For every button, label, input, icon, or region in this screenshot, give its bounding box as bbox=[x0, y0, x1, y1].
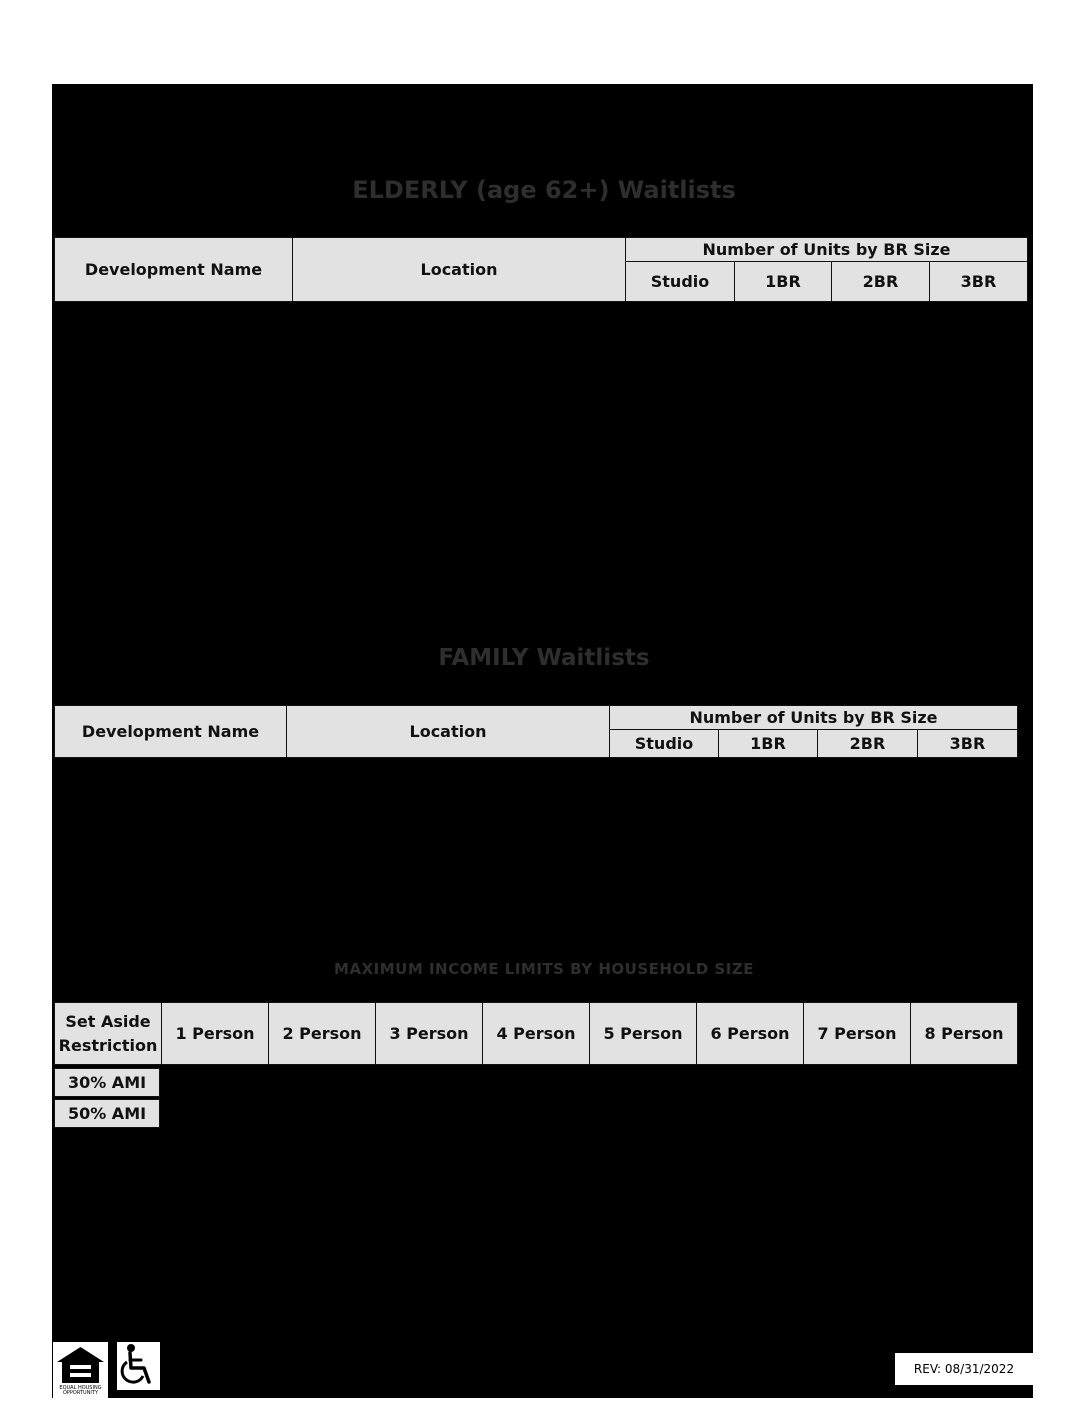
elderly-col-2br: 2BR bbox=[832, 262, 930, 302]
eho-caption: EQUAL HOUSING OPPORTUNITY bbox=[59, 1385, 102, 1396]
income-col-set-aside: Set Aside Restriction bbox=[55, 1003, 162, 1065]
revision-date: REV: 08/31/2022 bbox=[895, 1353, 1033, 1385]
income-row-30-ami: 30% AMI bbox=[54, 1068, 160, 1097]
elderly-col-3br: 3BR bbox=[930, 262, 1028, 302]
income-limits-title: MAXIMUM INCOME LIMITS BY HOUSEHOLD SIZE bbox=[334, 960, 754, 978]
income-row-50-ami: 50% AMI bbox=[54, 1099, 160, 1128]
family-waitlist-table bbox=[54, 705, 1018, 758]
income-col-2-person: 2 Person bbox=[269, 1003, 376, 1065]
elderly-col-1br: 1BR bbox=[735, 262, 832, 302]
family-section-title: FAMILY Waitlists bbox=[438, 645, 650, 671]
income-col-5-person: 5 Person bbox=[590, 1003, 697, 1065]
family-col-2br: 2BR bbox=[818, 730, 918, 758]
wheelchair-accessibility-icon bbox=[117, 1342, 160, 1390]
equal-housing-opportunity-icon bbox=[53, 1342, 108, 1398]
family-col-studio: Studio bbox=[610, 730, 719, 758]
elderly-waitlist-table bbox=[54, 237, 1028, 302]
income-col-8-person: 8 Person bbox=[911, 1003, 1018, 1065]
income-col-3-person: 3 Person bbox=[376, 1003, 483, 1065]
income-col-6-person: 6 Person bbox=[697, 1003, 804, 1065]
income-col-7-person: 7 Person bbox=[804, 1003, 911, 1065]
elderly-col-development-name: Development Name bbox=[55, 238, 293, 302]
elderly-section-title: ELDERLY (age 62+) Waitlists bbox=[352, 176, 736, 204]
elderly-col-units-by-br: Number of Units by BR Size bbox=[626, 238, 1028, 262]
income-col-4-person: 4 Person bbox=[483, 1003, 590, 1065]
elderly-col-studio: Studio bbox=[626, 262, 735, 302]
family-col-development-name: Development Name bbox=[55, 706, 287, 758]
family-col-units-by-br: Number of Units by BR Size bbox=[610, 706, 1018, 730]
income-limits-table bbox=[54, 1002, 1018, 1065]
family-col-1br: 1BR bbox=[719, 730, 818, 758]
elderly-col-location: Location bbox=[293, 238, 626, 302]
income-col-1-person: 1 Person bbox=[162, 1003, 269, 1065]
family-col-location: Location bbox=[287, 706, 610, 758]
family-col-3br: 3BR bbox=[918, 730, 1018, 758]
